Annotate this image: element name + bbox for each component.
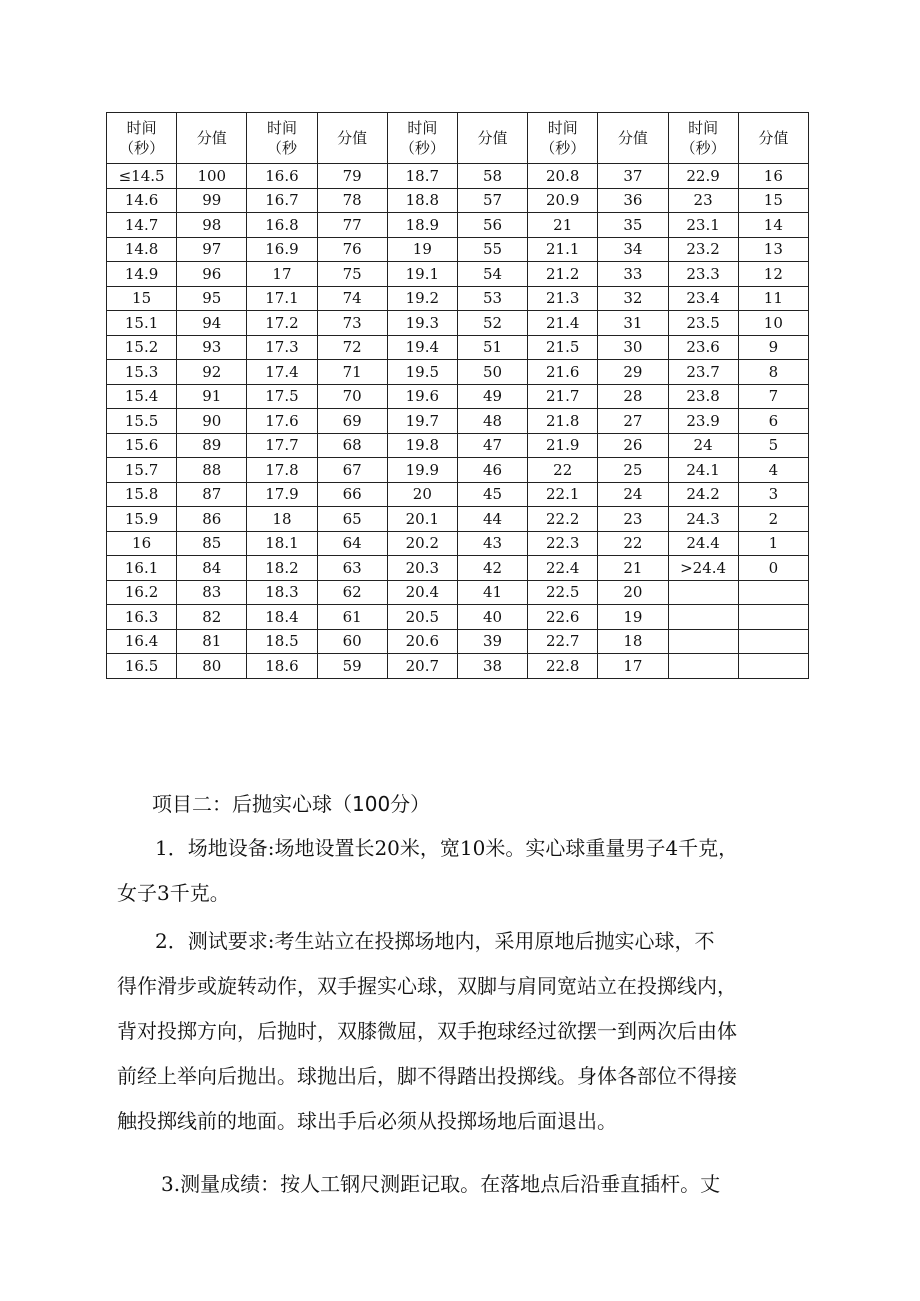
score-cell: 75 [317, 262, 387, 287]
score-cell: 55 [457, 237, 527, 262]
header-label: 分值 [196, 129, 227, 147]
score-cell [738, 654, 808, 679]
table-row [107, 286, 809, 311]
paragraph-line: 2．测试要求:考生站立在投掷场地内，采用原地后抛实心球，不 [155, 929, 715, 953]
score-cell: 36 [598, 188, 668, 213]
time-cell: 17.2 [247, 311, 317, 336]
score-cell: 41 [457, 580, 527, 605]
time-cell: 19.4 [387, 335, 457, 360]
score-cell: 31 [598, 311, 668, 336]
paragraph-line: 3.测量成绩：按人工钢尺测距记取。在落地点后沿垂直插杆。丈 [161, 1172, 721, 1196]
table-header-row [107, 113, 809, 164]
score-cell: 25 [598, 458, 668, 483]
header-score [457, 113, 527, 164]
table-row [107, 237, 809, 262]
time-cell: 16.1 [107, 556, 177, 581]
time-cell: 20.2 [387, 531, 457, 556]
time-cell: 16.3 [107, 605, 177, 630]
table-row [107, 629, 809, 654]
score-cell: 64 [317, 531, 387, 556]
score-cell: 76 [317, 237, 387, 262]
score-cell: 70 [317, 384, 387, 409]
time-cell: 19.7 [387, 409, 457, 434]
score-cell: 88 [177, 458, 247, 483]
score-cell: 92 [177, 360, 247, 385]
score-cell: 100 [177, 164, 247, 189]
time-cell: 24.1 [668, 458, 738, 483]
time-cell: 19.6 [387, 384, 457, 409]
time-cell: 21.1 [528, 237, 598, 262]
time-cell: 16.8 [247, 213, 317, 238]
header-label: 时间 （秒） [119, 119, 165, 157]
time-cell: 18.1 [247, 531, 317, 556]
score-cell: 27 [598, 409, 668, 434]
score-cell: 68 [317, 433, 387, 458]
time-cell: 18.9 [387, 213, 457, 238]
header-score [738, 113, 808, 164]
score-cell: 12 [738, 262, 808, 287]
score-cell: 9 [738, 335, 808, 360]
score-cell: 49 [457, 384, 527, 409]
paragraph-line: 得作滑步或旋转动作，双手握实心球，双脚与肩同宽站立在投掷线内， [117, 974, 737, 998]
score-cell: 37 [598, 164, 668, 189]
time-cell: 14.7 [107, 213, 177, 238]
time-cell: 23 [668, 188, 738, 213]
score-cell: 99 [177, 188, 247, 213]
paragraph-line: 女子3千克。 [117, 881, 230, 905]
time-cell: 15.6 [107, 433, 177, 458]
score-cell: 81 [177, 629, 247, 654]
score-cell: 77 [317, 213, 387, 238]
time-cell: 20.1 [387, 507, 457, 532]
time-cell: 15.5 [107, 409, 177, 434]
score-cell: 21 [598, 556, 668, 581]
score-cell: 10 [738, 311, 808, 336]
time-cell: 22.1 [528, 482, 598, 507]
score-cell: 26 [598, 433, 668, 458]
score-cell: 6 [738, 409, 808, 434]
score-cell: 24 [598, 482, 668, 507]
table-row [107, 654, 809, 679]
score-cell: 96 [177, 262, 247, 287]
header-time-seconds [668, 113, 738, 164]
score-cell: 98 [177, 213, 247, 238]
time-cell: 24.2 [668, 482, 738, 507]
time-cell: 20.5 [387, 605, 457, 630]
table-row [107, 482, 809, 507]
paragraph-line: 背对投掷方向，后抛时，双膝微屈，双手抱球经过欲摆一到两次后由体 [117, 1019, 737, 1043]
score-cell: 34 [598, 237, 668, 262]
score-cell: 89 [177, 433, 247, 458]
score-cell: 59 [317, 654, 387, 679]
score-cell: 53 [457, 286, 527, 311]
time-cell: 24 [668, 433, 738, 458]
time-cell: 15.3 [107, 360, 177, 385]
time-cell: 21.2 [528, 262, 598, 287]
time-cell: 18.5 [247, 629, 317, 654]
table-row [107, 311, 809, 336]
time-cell: 20.4 [387, 580, 457, 605]
time-cell: 15.8 [107, 482, 177, 507]
table-row [107, 409, 809, 434]
time-cell: ≤14.5 [107, 164, 177, 189]
score-cell: 44 [457, 507, 527, 532]
score-cell: 82 [177, 605, 247, 630]
time-cell: 21.6 [528, 360, 598, 385]
score-cell: 65 [317, 507, 387, 532]
time-cell: 22 [528, 458, 598, 483]
section-heading: 项目二：后抛实心球（100分） [152, 792, 431, 816]
score-cell: 22 [598, 531, 668, 556]
header-score [598, 113, 668, 164]
score-cell: 1 [738, 531, 808, 556]
paragraph-line: 触投掷线前的地面。球出手后必须从投掷场地后面退出。 [117, 1109, 617, 1133]
score-cell: 42 [457, 556, 527, 581]
time-cell: 15 [107, 286, 177, 311]
time-cell: 21.8 [528, 409, 598, 434]
score-cell: 39 [457, 629, 527, 654]
time-cell: 17.6 [247, 409, 317, 434]
time-cell: 20.6 [387, 629, 457, 654]
header-label: 时间 （秒） [680, 119, 726, 157]
score-cell: 33 [598, 262, 668, 287]
score-cell: 47 [457, 433, 527, 458]
paragraph-line: 前经上举向后抛出。球抛出后，脚不得踏出投掷线。身体各部位不得接 [117, 1064, 737, 1088]
time-cell: 22.3 [528, 531, 598, 556]
score-cell: 90 [177, 409, 247, 434]
time-cell: 19.5 [387, 360, 457, 385]
score-cell: 50 [457, 360, 527, 385]
score-cell: 85 [177, 531, 247, 556]
header-label: 分值 [477, 129, 508, 147]
score-cell [738, 629, 808, 654]
score-cell: 16 [738, 164, 808, 189]
time-cell: 23.6 [668, 335, 738, 360]
time-cell: 15.2 [107, 335, 177, 360]
header-time-seconds [247, 113, 317, 164]
score-cell: 18 [598, 629, 668, 654]
score-table-body [107, 113, 809, 679]
time-cell: 15.4 [107, 384, 177, 409]
time-cell: 18 [247, 507, 317, 532]
score-cell [738, 580, 808, 605]
time-cell [668, 580, 738, 605]
score-cell: 62 [317, 580, 387, 605]
score-cell: 15 [738, 188, 808, 213]
time-cell: 21.3 [528, 286, 598, 311]
header-label: 时间 （秒） [540, 119, 586, 157]
time-cell: 16 [107, 531, 177, 556]
time-cell: 20 [387, 482, 457, 507]
header-time-seconds [528, 113, 598, 164]
time-cell: 17.9 [247, 482, 317, 507]
score-cell: 7 [738, 384, 808, 409]
time-cell: 22.5 [528, 580, 598, 605]
paragraph-test-requirements [117, 919, 817, 1144]
score-cell: 71 [317, 360, 387, 385]
score-cell: 80 [177, 654, 247, 679]
time-cell: 18.8 [387, 188, 457, 213]
time-cell: 16.2 [107, 580, 177, 605]
score-cell: 45 [457, 482, 527, 507]
time-cell: 17.1 [247, 286, 317, 311]
score-cell: 51 [457, 335, 527, 360]
score-cell: 32 [598, 286, 668, 311]
table-row [107, 213, 809, 238]
time-cell: 19.3 [387, 311, 457, 336]
paragraph-measurement [117, 1162, 817, 1207]
time-cell: 16.4 [107, 629, 177, 654]
score-cell: 40 [457, 605, 527, 630]
table-row [107, 580, 809, 605]
table-row [107, 531, 809, 556]
time-cell: 21.7 [528, 384, 598, 409]
time-cell: 15.1 [107, 311, 177, 336]
header-time-seconds [387, 113, 457, 164]
time-cell: 20.8 [528, 164, 598, 189]
time-cell: 16.5 [107, 654, 177, 679]
score-cell: 0 [738, 556, 808, 581]
time-cell: 18.6 [247, 654, 317, 679]
time-cell: 16.6 [247, 164, 317, 189]
score-cell: 79 [317, 164, 387, 189]
table-row [107, 433, 809, 458]
paragraph-line: 1．场地设备:场地设置长20米，宽10米。实心球重量男子4千克， [155, 836, 739, 860]
header-label: 时间 （秒） [399, 119, 445, 157]
score-cell: 83 [177, 580, 247, 605]
score-cell: 69 [317, 409, 387, 434]
score-cell: 35 [598, 213, 668, 238]
time-cell: 14.8 [107, 237, 177, 262]
time-cell: 21.9 [528, 433, 598, 458]
time-cell: 22.9 [668, 164, 738, 189]
score-cell: 66 [317, 482, 387, 507]
score-cell: 4 [738, 458, 808, 483]
score-cell: 20 [598, 580, 668, 605]
time-cell: 17.7 [247, 433, 317, 458]
time-cell: 20.3 [387, 556, 457, 581]
score-cell: 48 [457, 409, 527, 434]
time-cell [668, 605, 738, 630]
score-cell: 61 [317, 605, 387, 630]
time-cell: 22.2 [528, 507, 598, 532]
score-cell: 60 [317, 629, 387, 654]
header-score [317, 113, 387, 164]
time-cell: 23.9 [668, 409, 738, 434]
score-cell: 19 [598, 605, 668, 630]
header-label: 时间 （秒 [266, 119, 297, 157]
table-row [107, 335, 809, 360]
table-row [107, 164, 809, 189]
time-cell: >24.4 [668, 556, 738, 581]
header-score [177, 113, 247, 164]
table-row [107, 188, 809, 213]
time-cell: 17 [247, 262, 317, 287]
score-cell: 74 [317, 286, 387, 311]
score-cell: 95 [177, 286, 247, 311]
score-cell: 56 [457, 213, 527, 238]
time-cell: 19.8 [387, 433, 457, 458]
score-cell: 87 [177, 482, 247, 507]
score-cell: 38 [457, 654, 527, 679]
time-cell: 18.4 [247, 605, 317, 630]
time-cell: 18.7 [387, 164, 457, 189]
score-cell: 63 [317, 556, 387, 581]
table-row [107, 262, 809, 287]
score-cell: 46 [457, 458, 527, 483]
time-cell [668, 629, 738, 654]
score-cell: 3 [738, 482, 808, 507]
time-cell: 20.7 [387, 654, 457, 679]
table-row [107, 605, 809, 630]
time-cell: 18.2 [247, 556, 317, 581]
time-cell: 16.9 [247, 237, 317, 262]
score-cell: 52 [457, 311, 527, 336]
score-cell: 94 [177, 311, 247, 336]
score-cell: 73 [317, 311, 387, 336]
time-cell: 23.7 [668, 360, 738, 385]
score-cell [738, 605, 808, 630]
score-cell: 30 [598, 335, 668, 360]
score-cell: 13 [738, 237, 808, 262]
time-cell: 23.4 [668, 286, 738, 311]
table-row [107, 458, 809, 483]
time-cell: 21.5 [528, 335, 598, 360]
score-cell: 67 [317, 458, 387, 483]
time-cell: 22.4 [528, 556, 598, 581]
time-cell: 23.2 [668, 237, 738, 262]
time-cell: 15.7 [107, 458, 177, 483]
time-cell: 23.3 [668, 262, 738, 287]
time-cell: 17.4 [247, 360, 317, 385]
time-cell: 20.9 [528, 188, 598, 213]
time-cell: 21.4 [528, 311, 598, 336]
time-cell [668, 654, 738, 679]
score-cell: 58 [457, 164, 527, 189]
time-cell: 19.9 [387, 458, 457, 483]
time-cell: 24.4 [668, 531, 738, 556]
score-cell: 2 [738, 507, 808, 532]
score-cell: 78 [317, 188, 387, 213]
header-label: 分值 [337, 129, 368, 147]
time-cell: 17.5 [247, 384, 317, 409]
score-cell: 11 [738, 286, 808, 311]
header-time-seconds [107, 113, 177, 164]
time-cell: 18.3 [247, 580, 317, 605]
time-cell: 15.9 [107, 507, 177, 532]
time-cell: 16.7 [247, 188, 317, 213]
time-cell: 23.8 [668, 384, 738, 409]
time-cell: 22.7 [528, 629, 598, 654]
score-cell: 8 [738, 360, 808, 385]
table-row [107, 360, 809, 385]
score-cell: 5 [738, 433, 808, 458]
time-cell: 19 [387, 237, 457, 262]
time-cell: 21 [528, 213, 598, 238]
time-cell: 19.1 [387, 262, 457, 287]
time-cell: 19.2 [387, 286, 457, 311]
time-cell: 14.6 [107, 188, 177, 213]
score-cell: 97 [177, 237, 247, 262]
score-cell: 86 [177, 507, 247, 532]
time-cell: 23.1 [668, 213, 738, 238]
time-cell: 14.9 [107, 262, 177, 287]
score-cell: 93 [177, 335, 247, 360]
score-cell: 29 [598, 360, 668, 385]
time-cell: 22.8 [528, 654, 598, 679]
time-cell: 23.5 [668, 311, 738, 336]
table-row [107, 556, 809, 581]
score-cell: 57 [457, 188, 527, 213]
time-cell: 22.6 [528, 605, 598, 630]
score-cell: 91 [177, 384, 247, 409]
score-cell: 54 [457, 262, 527, 287]
header-label: 分值 [617, 129, 648, 147]
score-cell: 72 [317, 335, 387, 360]
table-row [107, 384, 809, 409]
time-cell: 17.8 [247, 458, 317, 483]
score-cell: 28 [598, 384, 668, 409]
score-cell: 17 [598, 654, 668, 679]
time-cell: 17.3 [247, 335, 317, 360]
time-cell: 24.3 [668, 507, 738, 532]
table-row [107, 507, 809, 532]
score-cell: 14 [738, 213, 808, 238]
score-table [106, 112, 809, 679]
score-cell: 43 [457, 531, 527, 556]
paragraph-venue [117, 826, 817, 916]
score-cell: 23 [598, 507, 668, 532]
header-label: 分值 [758, 129, 789, 147]
score-cell: 84 [177, 556, 247, 581]
